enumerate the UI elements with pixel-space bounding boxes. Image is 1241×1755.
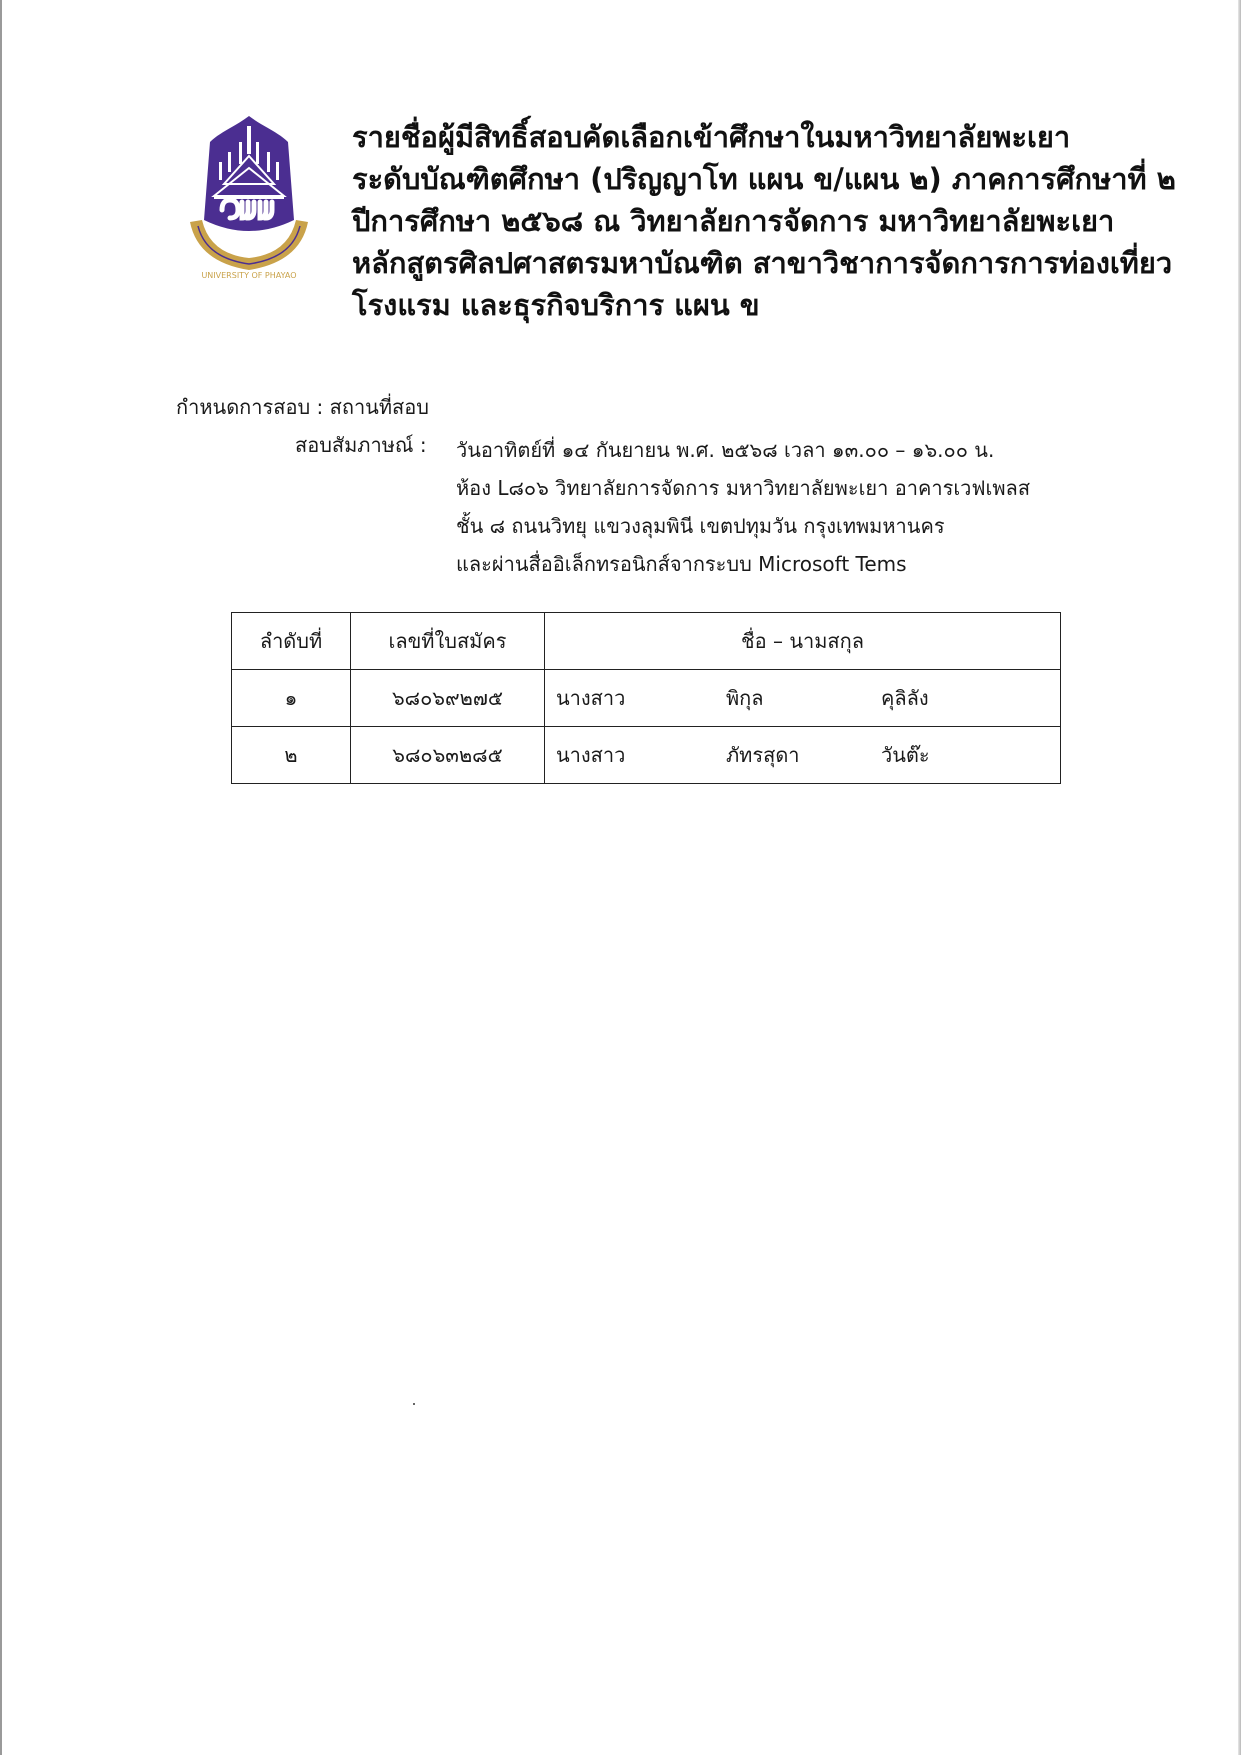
last-name: คุลิลัง: [881, 686, 929, 710]
first-name: พิกุล: [726, 686, 764, 710]
title-line-4: หลักสูตรศิลปศาสตรมหาบัณฑิต สาขาวิชาการจัดการการท่องเที่ยว: [352, 246, 1173, 280]
header-name: ชื่อ – นามสกุล: [545, 613, 1061, 670]
interview-address: ชั้น ๘ ถนนวิทยุ แขวงลุมพินี เขตปทุมวัน กรุงเทพมหานคร: [456, 514, 945, 538]
header-application-no: เลขที่ใบสมัคร: [351, 613, 545, 670]
row-seq: ๑: [232, 670, 351, 727]
table-header-row: [232, 613, 1061, 670]
interview-room: ห้อง L๘๐๖ วิทยาลัยการจัดการ มหาวิทยาลัยพะเยา อาคารเวฟเพลส: [456, 476, 1031, 500]
interview-date-time: วันอาทิตย์ที่ ๑๔ กันยายน พ.ศ. ๒๕๖๘ เวลา ๑๓.๐๐ – ๑๖.๐๐ น.: [456, 438, 995, 462]
university-seal-logo: [184, 112, 314, 284]
row-seq: ๒: [232, 727, 351, 784]
name-title: นางสาว: [556, 743, 626, 767]
interview-details: [456, 431, 1136, 583]
applicant-table: [231, 612, 1061, 784]
interview-online: และผ่านสื่ออิเล็กทรอนิกส์จากระบบ Microsoft Tems: [456, 552, 907, 576]
table-row: [232, 727, 1061, 784]
svg-text:UNIVERSITY OF PHAYAO: UNIVERSITY OF PHAYAO: [201, 271, 297, 280]
title-line-2: ระดับบัณฑิตศึกษา (ปริญญาโท แผน ข/แผน ๒) ภาคการศึกษาที่ ๒: [352, 162, 1176, 196]
title-line-3: ปีการศึกษา ๒๕๖๘ ณ วิทยาลัยการจัดการ มหาวิทยาลัยพะเยา: [352, 204, 1115, 238]
row-name: [545, 727, 1061, 784]
scan-speck: [413, 1403, 415, 1405]
title-line-5: โรงแรม และธุรกิจบริการ แผน ข: [352, 288, 760, 322]
first-name: ภัทรสุดา: [726, 743, 800, 767]
interview-label: สอบสัมภาษณ์ :: [295, 433, 427, 457]
table-row: [232, 670, 1061, 727]
row-name: [545, 670, 1061, 727]
name-title: นางสาว: [556, 686, 626, 710]
last-name: วันต๊ะ: [881, 743, 930, 767]
title-line-1: รายชื่อผู้มีสิทธิ์สอบคัดเลือกเข้าศึกษาในมหาวิทยาลัยพะเยา: [352, 120, 1071, 154]
row-application-no: ๖๘๐๖๓๒๘๕: [351, 727, 545, 784]
row-application-no: ๖๘๐๖๙๒๗๕: [351, 670, 545, 727]
exam-schedule-label: กำหนดการสอบ : สถานที่สอบ: [176, 395, 429, 419]
header-seq: ลำดับที่: [232, 613, 351, 670]
scan-edge-left: [0, 0, 2, 1755]
document-title: [352, 116, 1176, 326]
